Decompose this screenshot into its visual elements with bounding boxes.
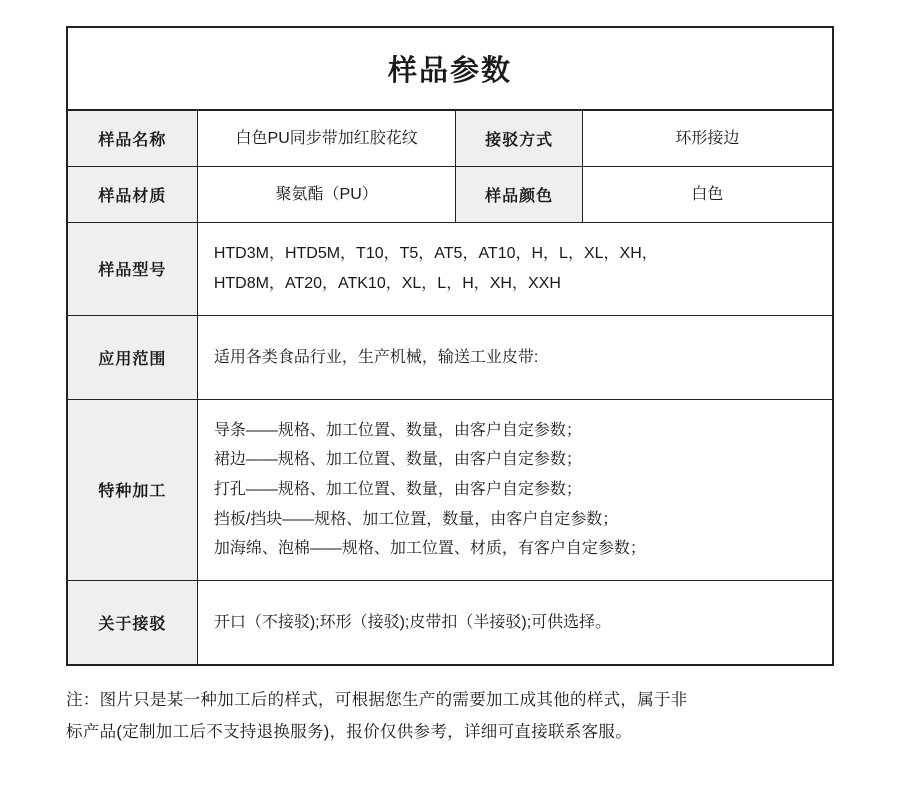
row-label-special-processing: 特种加工 (67, 399, 197, 580)
row-label-color: 样品颜色 (456, 167, 582, 223)
row-label-material: 样品材质 (67, 167, 197, 223)
row-label-model: 样品型号 (67, 223, 197, 315)
footnote-line: 注：图片只是某一种加工后的样式，可根据您生产的需要加工成其他的样式，属于非 (66, 690, 688, 709)
table-row-about-joint (67, 580, 833, 665)
row-value-application: 适用各类食品行业，生产机械，输送工业皮带: (197, 315, 833, 399)
special-line: 加海绵、泡棉——规格、加工位置、材质，有客户自定参数； (213, 540, 646, 558)
sample-parameters-table (66, 26, 834, 666)
table-row-special-processing (67, 399, 833, 580)
row-label-joint-method: 接驳方式 (456, 110, 582, 167)
table-row-sample-name (67, 110, 833, 167)
table-row-application (67, 315, 833, 399)
page-title: 样品参数 (67, 27, 833, 110)
special-line: 挡板/挡块——规格、加工位置，数量，由客户自定参数； (213, 510, 619, 528)
model-line: HTD3M，HTD5M，T10，T5，AT5，AT10，H，L，XL，XH， (213, 245, 658, 263)
row-label-about-joint: 关于接驳 (67, 580, 197, 665)
row-value-color: 白色 (582, 167, 833, 223)
special-line: 裙边——规格、加工位置、数量，由客户自定参数； (213, 451, 582, 469)
row-label-application: 应用范围 (67, 315, 197, 399)
row-value-material: 聚氨酯（PU） (197, 167, 456, 223)
footnote (66, 684, 834, 748)
special-line: 导条——规格、加工位置、数量，由客户自定参数； (213, 421, 582, 439)
row-value-special-processing (197, 399, 833, 580)
model-line: HTD8M，AT20，ATK10，XL，L，H，XH，XXH (213, 274, 561, 292)
row-label-sample-name: 样品名称 (67, 110, 197, 167)
special-line: 打孔——规格、加工位置、数量，由客户自定参数； (213, 480, 582, 498)
row-value-about-joint: 开口（不接驳);环形（接驳);皮带扣（半接驳);可供选择。 (197, 580, 833, 665)
row-value-model (197, 223, 833, 315)
row-value-sample-name: 白色PU同步带加红胶花纹 (197, 110, 456, 167)
table-row-material (67, 167, 833, 223)
table-row-title (67, 27, 833, 110)
table-row-model (67, 223, 833, 315)
footnote-line: 标产品(定制加工后不支持退换服务)，报价仅供参考，详细可直接联系客服。 (66, 723, 632, 742)
row-value-joint-method: 环形接边 (582, 110, 833, 167)
